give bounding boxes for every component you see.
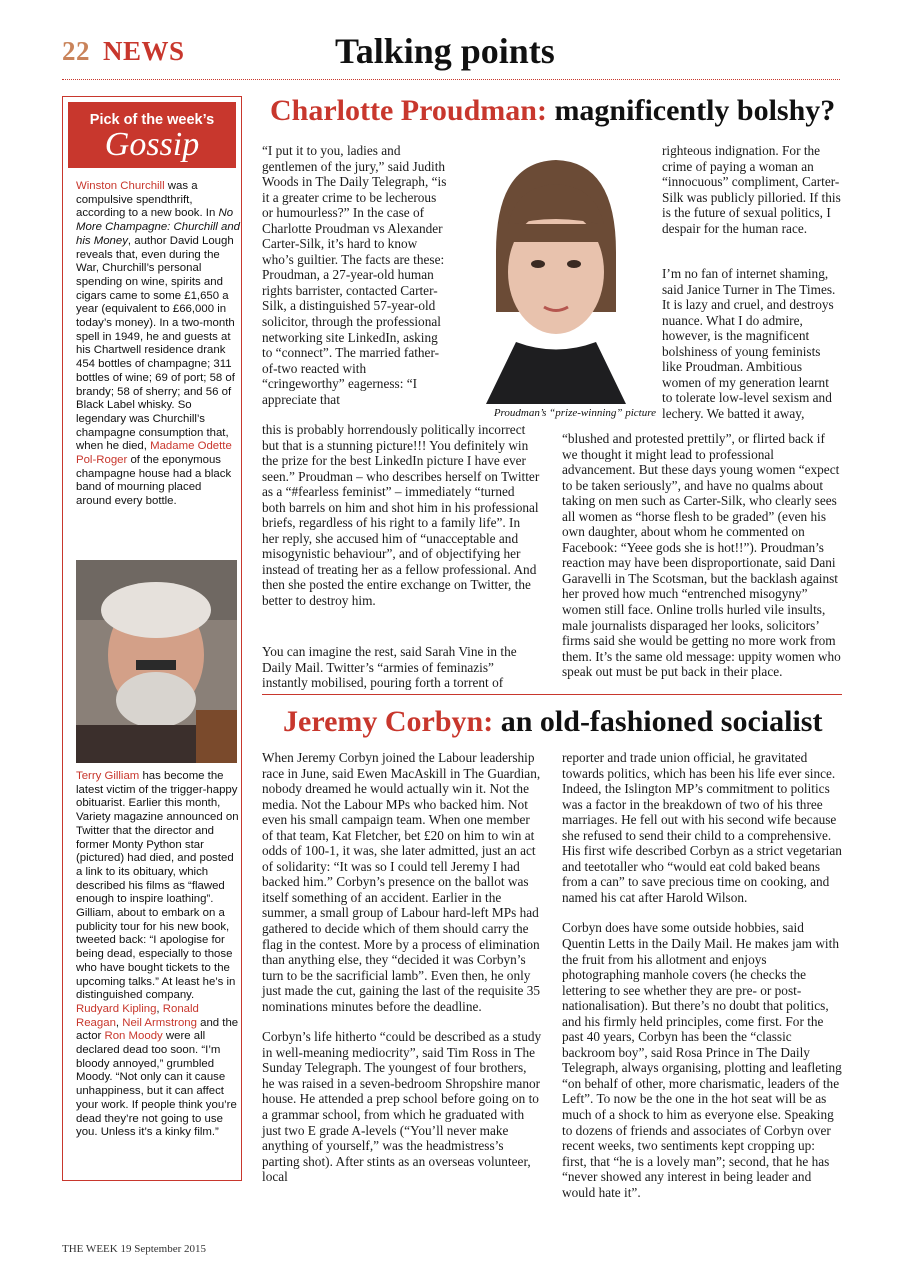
- gilliam-photo: [76, 560, 237, 763]
- gossip-name: Neil Armstrong: [122, 1016, 197, 1029]
- gossip-text: of the eponymous champagne house had a black band of mourning placed around every bottle.: [76, 454, 232, 508]
- page-title: Talking points: [335, 31, 555, 71]
- photo-caption: Proudman’s “prize-winning” picture: [493, 407, 656, 419]
- gossip-name: Madame Odette Pol-Roger: [76, 440, 232, 467]
- heading-rest: an old-fashioned socialist: [493, 705, 823, 738]
- gossip-name: Ron Moody: [104, 1030, 163, 1043]
- gossip-text: and the actor: [76, 1016, 239, 1043]
- paragraph: Corbyn does have some outside hobbies, said Quentin Letts in the Daily Mail. He makes jam with the fruit from his allotment and enjoys photographing manhole covers (he checks the lettering to see whether they are pre- or post-nationalisation). But there’s no doubt that politics, and his firmly held principles, come first. For the past 40 years, Corbyn has been the “classic backroom boy”, said Rosa Prince in The Daily Telegraph, always organising, plotting and leafleting “on behalf of other, more charismatic, leaders of the Left”. To now be the one in the hot seat will be as much of a shock to him as everyone else. Speaking to dozens of friends and associates of Corbyn over recent weeks, two sentiments kept cropping up: first, that “he is a lovely man”; second, that he has “never showed any interest in being leader and would hate it”.: [562, 920, 842, 1200]
- gossip-text: , author David Lough reveals that, even during the War, Churchill’s personal spending on wine, spirits and cigars came to some £1,650 a year (equivalent to £66,000 in today’s money). In a two-month spell in 1949, he and guests at his Chartwell residence drank 454 bottles of champagne; 311 bottles of wine; 69 of port; 58 of brandy; 58 of sherry; and 56 of Black Label whisky. So legendary was Churchill’s champagne consumption that, when he died,: [76, 234, 235, 453]
- article-column: righteous indignation. For the crime of paying a woman an “innocuous” compliment, Carter-Silk was publicly pilloried. If this is the future of sexual politics, I despair for the human race.: [662, 143, 841, 236]
- page-footer: THE WEEK 19 September 2015: [62, 1243, 206, 1255]
- gossip-name: Winston Churchill: [76, 180, 165, 192]
- gossip-text: has become the latest victim of the trigger-happy obituarist. Earlier this month, Variety magazine announced on Twitter that the director and former Monty Python star (pictured) had died, and posted a link to its obituary, which described his films as “flawed enough to inspire loathing”. Gilliam, about to embark on a publicity tour for his new book, tweeted back: “I apologise for being dead, especially to those who have bought tickets to the upcoming talks.” At least he’s in distinguished company.: [76, 770, 239, 1002]
- portrait-illustration: [76, 560, 237, 763]
- gossip-text: were all declared dead too soon. “I’m bloody annoyed,” grumbled Moody. “Not only can it cause unhappiness, but it can affect your work. If people think you’re dead they’re not going to use you. Unless it’s a kinky film.”: [76, 1030, 237, 1139]
- gossip-name: Terry Gilliam: [76, 770, 140, 782]
- article-column: [262, 750, 542, 1185]
- paragraph: Corbyn’s life hitherto “could be described as a study in well-meaning mediocrity”, said Tim Ross in The Sunday Telegraph. The youngest of four brothers, he was raised in a seven-bedroom Shropshire manor house. He attended a prep school before going on to a grammar school, from which he graduated with just two E grade A-levels (“You’ll never make anything of yourself,” was the headmistress’s parting shot). After stints as an overseas volunteer, local: [262, 1029, 542, 1185]
- gossip-name: Rudyard Kipling: [76, 1002, 157, 1015]
- paragraph: When Jeremy Corbyn joined the Labour leadership race in June, said Ewen MacAskill in The Guardian, nobody dreamed he would actually win it. Not the media. Not the Labour MPs who backed him. Not even his small campaign team. When one member of that team, Kat Fletcher, bet £20 on him to win at odds of 100-1, it was, she later admitted, just an act of solidarity: “It was so I could tell Jeremy I had backed him.” Corbyn’s presence on the ballot was itself something of an accident. Earlier in the summer, a small group of Labour hard-left MPs had gathered to decide which of them should carry the flag in the contest. More by a process of elimination than anything else, they “decided it was Corbyn’s turn to be the sacrificial lamb”. Even then, he only just made the cut, gaining the last of the requisite 35 nominations minutes before the deadline.: [262, 750, 541, 1014]
- heading-subject: Jeremy Corbyn:: [283, 705, 494, 738]
- article-heading-corbyn: [283, 705, 822, 739]
- article-column: You can imagine the rest, said Sarah Vine in the Daily Mail. Twitter’s “armies of feminazis” instantly mobilised, pouring forth a torrent of: [262, 644, 517, 691]
- article-column: “blushed and protested prettily”, or flirted back if we thought it might lead to professional advancement. But these days young women “expect to be taken seriously”, and have no qualms about taking on men such as Carter-Silk, who clearly sees all women as “horse flesh to be graded” (even his own daughter, about whom he commented on Facebook: “Yeee gods she is hot!!”). Proudman’s reaction may have been disproportionate, said Dani Garavelli in The Scotsman, but the backlash against her proved how much “entrenched misogyny” women still face. Online trolls hurled vile insults, male journalists disparaged her looks, solicitors’ firms said she would be getting no more work from them. It’s the same old message: uppity women who speak out must be put back in their place.: [562, 431, 841, 680]
- paragraph: reporter and trade union official, he gravitated towards politics, which has been his life ever since. Indeed, the Islington MP’s commitment to politics was a factor in the breakdown of two of his three marriages. He fell out with his second wife because she refused to send their child to a comprehensive. His first wife described Corbyn as a strict vegetarian and teetotaller who “would eat cold baked beans from a can” to save precious time on cooking, and named his cat after Harold Wilson.: [562, 750, 842, 905]
- gossip-item-churchill: [76, 180, 240, 509]
- sidebar-header-title: Gossip: [104, 126, 200, 163]
- article-divider: [262, 694, 842, 695]
- article-heading-proudman: [270, 94, 835, 128]
- heading-rest: magnificently bolshy?: [546, 94, 836, 127]
- portrait-illustration: [456, 142, 656, 404]
- book-title: No More Champagne: Churchill and his Money: [76, 207, 240, 247]
- article-column: I’m no fan of internet shaming, said Janice Turner in The Times. It is lazy and cruel, and destroys nuance. What I do admire, however, is the magnificent bolshiness of young feminists like Proudman. Ambitious women of my generation learnt to tolerate low-level sexism and lechery. We batted it away,: [662, 266, 836, 421]
- article-column: “I put it to you, ladies and gentlemen of the jury,” said Judith Woods in The Daily Telegraph, “is it a greater crime to be lecherous or humourless?” In the case of Charlotte Proudman vs Alexander Carter-Silk, it’s hard to know who’s guiltier. The facts are these: Proudman, a 27-year-old human rights barrister, contacted Carter-Silk, a distinguished 57-year-old solicitor, through the professional networking site LinkedIn, asking to “connect”. The married father-of-two reacted with “cringeworthy” eagerness: “I appreciate that: [262, 143, 447, 407]
- sidebar-header: [68, 102, 236, 168]
- sidebar-header-kicker: Pick of the week’s: [89, 112, 215, 128]
- section-label: NEWS: [103, 36, 185, 66]
- heading-subject: Charlotte Proudman:: [270, 94, 547, 127]
- page-number: 22: [62, 36, 90, 66]
- article-column: this is probably horrendously politically incorrect but that is a stunning picture!!! You definitely win the prize for the best LinkedIn picture I have ever seen.” Proudman – who describes herself on Twitter as a “#fearless feminist” – immediately “turned both barrels on him and shot him in his professional briefs, regardless of his right to a family life”. In her reply, she accused him of “unacceptable and misogynistic behaviour”, and of objectifying her instead of treating her as a fellow professional. And then she posted the entire exchange on Twitter, the better to destroy him.: [262, 422, 540, 609]
- header-divider: [62, 79, 840, 80]
- gossip-item-gilliam: [76, 770, 240, 1140]
- article-column: [562, 750, 842, 1200]
- gossip-text: ,: [115, 1016, 123, 1029]
- gossip-text: was a compulsive spendthrift, according to a new book. In: [76, 180, 219, 220]
- gossip-name: Ronald Reagan: [76, 1002, 199, 1029]
- gossip-text: ,: [156, 1002, 163, 1015]
- proudman-photo: [456, 142, 656, 404]
